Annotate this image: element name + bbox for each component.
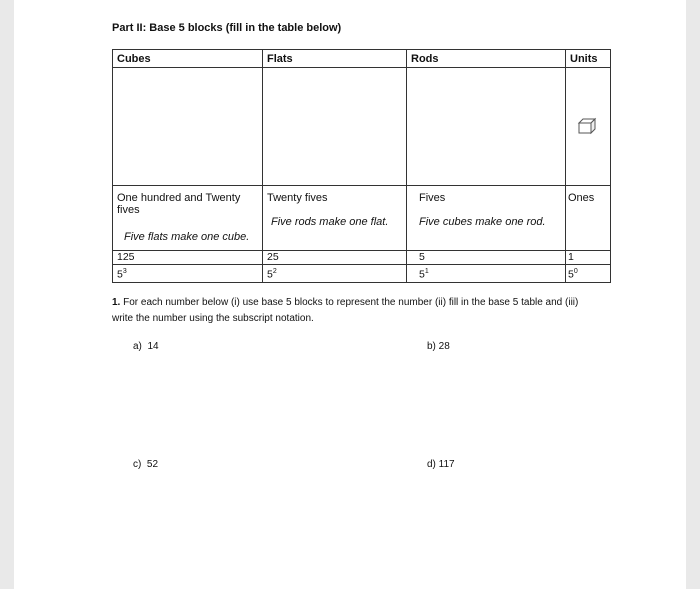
cubes-drawing-cell[interactable]	[113, 68, 263, 186]
rods-name: Fives	[419, 192, 446, 204]
header-rods: Rods	[407, 50, 566, 68]
item-b: b) 28	[427, 341, 450, 352]
header-flats: Flats	[263, 50, 407, 68]
units-power: $5^0$	[566, 265, 611, 283]
base5-table	[112, 49, 611, 283]
unit-cube-icon	[576, 117, 598, 135]
rods-power: $5^1$	[407, 265, 566, 283]
units-name-cell	[566, 186, 611, 251]
rods-value: 5	[407, 251, 566, 265]
question-number: 1.	[112, 297, 121, 308]
cubes-name-cell	[113, 186, 263, 251]
cubes-power: $5^3$	[113, 265, 263, 283]
header-row	[113, 50, 611, 68]
item-c: c) 52	[133, 459, 159, 470]
units-name: Ones	[568, 192, 595, 204]
rods-note: Five cubes make one rod.	[419, 216, 546, 228]
section-title: Part II: Base 5 blocks (fill in the table below)	[112, 22, 342, 34]
flats-drawing-cell[interactable]	[263, 68, 407, 186]
cubes-note: Five flats make one cube.	[124, 231, 250, 243]
rods-name-cell	[407, 186, 566, 251]
cubes-name: One hundred and Twenty fives	[117, 192, 241, 216]
values-row	[113, 251, 611, 265]
drawing-row	[113, 68, 611, 186]
flats-note: Five rods make one flat.	[271, 216, 389, 228]
question-1	[112, 295, 582, 327]
flats-power: $5^2$	[263, 265, 407, 283]
flats-name-cell	[263, 186, 407, 251]
names-row	[113, 186, 611, 251]
item-a: a) 14	[133, 341, 159, 352]
units-value: 1	[566, 251, 611, 265]
cubes-value: 125	[113, 251, 263, 265]
flats-value: 25	[263, 251, 407, 265]
flats-name: Twenty fives	[267, 192, 328, 204]
header-cubes: Cubes	[113, 50, 263, 68]
rods-drawing-cell[interactable]	[407, 68, 566, 186]
powers-row	[113, 265, 611, 283]
item-d: d) 117	[427, 459, 455, 470]
question-text: For each number below (i) use base 5 blocks to represent the number (ii) fill in the base 5 table and (iii) write the number using the subscript notation.	[112, 297, 579, 324]
header-units: Units	[566, 50, 611, 68]
